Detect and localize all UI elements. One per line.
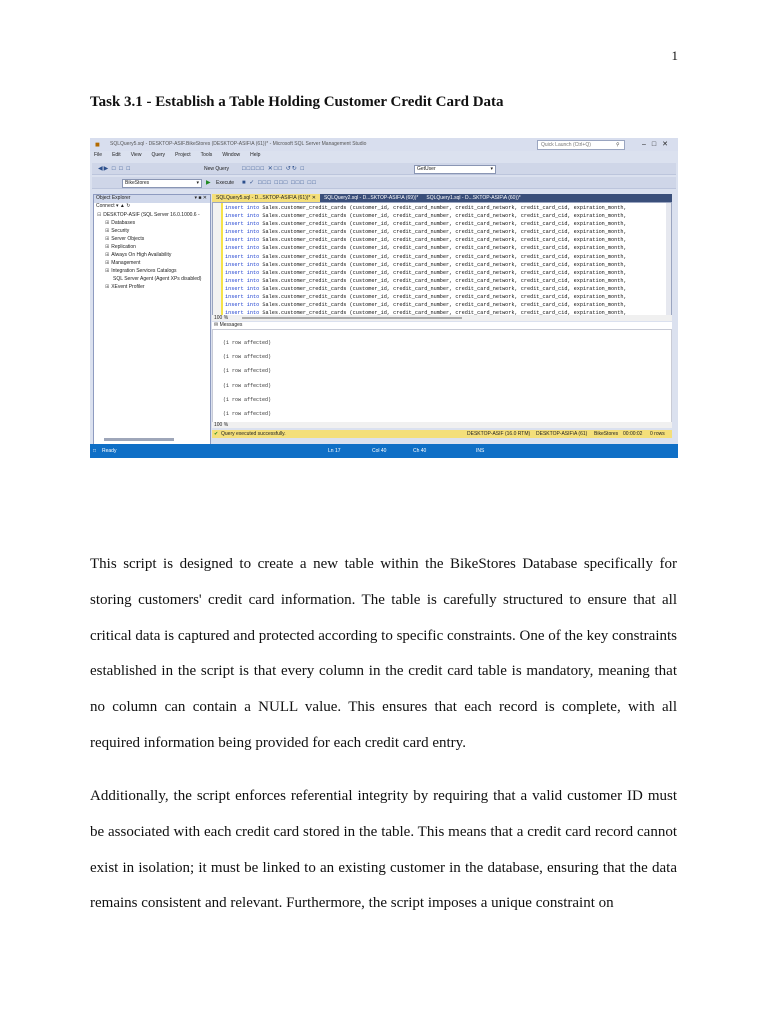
object-explorer bbox=[93, 194, 211, 446]
vertical-scrollbar bbox=[666, 203, 671, 315]
toolbar-icons-2: □□□□□ ✕□□ ↺↻ □ bbox=[242, 166, 306, 172]
tree-node bbox=[97, 259, 210, 267]
refresh-icon: ▾ ▲ ↻ bbox=[116, 203, 131, 209]
expand-icon: ⊞ bbox=[105, 268, 110, 274]
search-combo bbox=[414, 165, 496, 174]
message-line: (1 row affected) bbox=[223, 396, 272, 403]
document-tab: SQLQuery2.sql - D...SKTOP-ASIF\A (69))* bbox=[323, 195, 419, 201]
expand-icon: ⊟ bbox=[97, 212, 102, 218]
pin-icon: ▾ ■ ✕ bbox=[194, 195, 207, 201]
message-line: (1 row affected) bbox=[223, 410, 272, 417]
success-icon: ✔ bbox=[214, 431, 219, 437]
tree-node-label: SQL Server Agent (Agent XPs disabled) bbox=[113, 276, 202, 282]
status-user: DESKTOP-ASIF\A (61) bbox=[536, 431, 588, 437]
execute-button: Execute bbox=[216, 180, 235, 186]
status-insert-mode: INS bbox=[476, 448, 485, 454]
tree-node bbox=[97, 227, 210, 235]
toolbar-icons-3: ■ ✓ □□□ □□□ □□□ □□ bbox=[242, 180, 317, 186]
menu-bar bbox=[94, 152, 260, 161]
expand-icon: ⊞ bbox=[105, 228, 110, 234]
code-line: insert into Sales.customer_credit_cards (customer_id, credit_card_number, credit_card_network, credit_card_cid, expiration_month, bbox=[225, 229, 627, 236]
code-lines bbox=[225, 204, 627, 316]
toolbar-icons: ◀▶ □ □ □ bbox=[98, 166, 132, 172]
tree-node-label: Integration Services Catalogs bbox=[111, 268, 177, 274]
horizontal-scrollbar bbox=[242, 317, 462, 319]
tree-node bbox=[97, 267, 210, 275]
message-line: (1 row affected) bbox=[223, 354, 272, 361]
chevron-down-icon: ▾ bbox=[490, 166, 493, 172]
status-elapsed-time: 00:00:02 bbox=[623, 431, 643, 437]
menu-edit: Edit bbox=[112, 152, 121, 158]
section-heading: Task 3.1 - Establish a Table Holding Customer Credit Card Data bbox=[90, 94, 504, 110]
menu-file: File bbox=[94, 152, 103, 158]
quick-launch-input bbox=[537, 140, 625, 150]
tree-node-label: Always On High Availability bbox=[111, 252, 172, 258]
code-line: insert into Sales.customer_credit_cards (customer_id, credit_card_number, credit_card_network, credit_card_cid, expiration_month, bbox=[225, 245, 627, 252]
database-combo-value: BikeStores bbox=[125, 180, 150, 186]
query-editor bbox=[212, 202, 672, 316]
object-explorer-tree bbox=[94, 211, 210, 291]
tree-node-label: Databases bbox=[111, 220, 136, 226]
object-explorer-toolbar bbox=[94, 203, 210, 211]
tree-node bbox=[97, 235, 210, 243]
chevron-down-icon: ▾ bbox=[196, 180, 199, 186]
messages-pane bbox=[212, 329, 672, 424]
code-line: insert into Sales.customer_credit_cards (customer_id, credit_card_number, credit_card_network, credit_card_cid, expiration_month, bbox=[225, 269, 627, 276]
status-char: Ch 40 bbox=[413, 448, 427, 454]
object-explorer-title: Object Explorer ▾ ■ ✕ bbox=[94, 195, 210, 203]
tree-node-label: Management bbox=[111, 260, 141, 266]
window-titlebar bbox=[90, 138, 678, 151]
ssms-app-icon: ■ bbox=[95, 140, 100, 149]
expand-icon: ⊞ bbox=[105, 284, 110, 290]
database-combo bbox=[122, 179, 202, 188]
status-column: Col 40 bbox=[372, 448, 387, 454]
tree-node-label: DESKTOP-ASIF (SQL Server 16.0.1000.6 - bbox=[103, 212, 200, 218]
status-ready-icon: □ bbox=[93, 448, 97, 454]
status-row-count: 0 rows bbox=[650, 431, 665, 437]
window-title: SQLQuery5.sql - DESKTOP-ASIF.BikeStores (DESKTOP-ASIF\A (61))* - Microsoft SQL Server Management Studio bbox=[110, 141, 367, 147]
status-database: BikeStores bbox=[594, 431, 619, 437]
window-controls: –□✕ bbox=[642, 141, 674, 148]
document-tab: SQLQuery1.sql - D...SKTOP-ASIF\A (60))* bbox=[426, 195, 521, 201]
sql-editor-toolbar bbox=[92, 177, 676, 189]
query-status-bar bbox=[212, 430, 672, 438]
search-icon: ⚲ bbox=[616, 142, 620, 148]
menu-view: View bbox=[130, 152, 142, 158]
status-line: Ln 17 bbox=[328, 448, 341, 454]
query-status-message: Query executed successfully. bbox=[221, 431, 286, 437]
menu-tools: Tools bbox=[200, 152, 213, 158]
document-tabs bbox=[212, 194, 672, 202]
editor-zoom-level: 100 % bbox=[214, 315, 229, 321]
editor-zoom-bar bbox=[212, 315, 672, 321]
status-server: DESKTOP-ASIF (16.0 RTM) bbox=[467, 431, 531, 437]
expand-icon: ⊞ bbox=[105, 244, 110, 250]
message-line: (1 row affected) bbox=[223, 382, 272, 389]
expand-icon: ⊞ bbox=[105, 236, 110, 242]
tree-node bbox=[97, 219, 210, 227]
tree-node-label: Security bbox=[111, 228, 130, 234]
search-combo-value: GetUser bbox=[417, 166, 436, 172]
tree-node bbox=[97, 243, 210, 251]
menu-help: Help bbox=[250, 152, 261, 158]
code-line: insert into Sales.customer_credit_cards (customer_id, credit_card_number, credit_card_network, credit_card_cid, expiration_month, bbox=[225, 221, 627, 228]
expand-icon: ⊞ bbox=[105, 252, 110, 258]
code-line: insert into Sales.customer_credit_cards (customer_id, credit_card_number, credit_card_network, credit_card_cid, expiration_month, bbox=[225, 205, 627, 211]
messages-tab: ✉ Messages bbox=[212, 322, 672, 329]
tree-node bbox=[97, 251, 210, 259]
message-line: (1 row affected) bbox=[223, 340, 272, 346]
connect-button: Connect bbox=[96, 203, 115, 209]
horizontal-scrollbar bbox=[104, 438, 174, 441]
tree-node-label: XEvent Profiler bbox=[111, 284, 145, 290]
body-paragraph-2: Additionally, the script enforces referential integrity by requiring that a valid customer ID must be associated with each credit card stored in the table. This means that a credit card record cannot exist in isolation; it must be linked to an existing customer in the database, ensuring that the data remains consistent and relevant. Furthermore, the script imposes a unique constraint on bbox=[90, 788, 677, 912]
app-statusbar bbox=[90, 444, 678, 458]
ssms-screenshot bbox=[90, 138, 678, 458]
tree-node bbox=[97, 283, 210, 291]
editor-gutter bbox=[213, 203, 223, 315]
code-line: insert into Sales.customer_credit_cards (customer_id, credit_card_number, credit_card_network, credit_card_cid, expiration_month, bbox=[225, 237, 627, 244]
code-line: insert into Sales.customer_credit_cards (customer_id, credit_card_number, credit_card_network, credit_card_cid, expiration_month, bbox=[225, 285, 627, 292]
code-line: insert into Sales.customer_credit_cards (customer_id, credit_card_number, credit_card_network, credit_card_cid, expiration_month, bbox=[225, 310, 627, 316]
code-line: insert into Sales.customer_credit_cards (customer_id, credit_card_number, credit_card_network, credit_card_cid, expiration_month, bbox=[225, 277, 627, 284]
body-paragraph-1: This script is designed to create a new table within the BikeStores Database specifically for storing customers' credit card information. The table is carefully structured to ensure that all critical data is captured and protected according to specific constraints. One of the key constraints established in the script is that every column in the credit card table is mandatory, meaning that no column can contain a NULL value. This ensures that each record is complete, with all required information being provided for each credit card entry. bbox=[90, 556, 677, 751]
status-ready: Ready bbox=[102, 448, 117, 454]
execute-icon: ▶ bbox=[206, 180, 212, 186]
tree-node bbox=[97, 275, 210, 283]
expand-icon: ⊞ bbox=[105, 260, 110, 266]
tree-node bbox=[97, 211, 210, 219]
tree-node-label: Replication bbox=[111, 244, 136, 250]
code-line: insert into Sales.customer_credit_cards (customer_id, credit_card_number, credit_card_network, credit_card_cid, expiration_month, bbox=[225, 302, 627, 309]
expand-icon: ⊞ bbox=[105, 220, 110, 226]
message-line: (1 row affected) bbox=[223, 368, 272, 375]
results-zoom-bar bbox=[212, 422, 672, 428]
messages-icon: ✉ bbox=[214, 322, 220, 328]
results-zoom-level: 100 % bbox=[214, 422, 229, 428]
menu-query: Query bbox=[151, 152, 166, 158]
page-number: 1 bbox=[671, 48, 678, 63]
code-line: insert into Sales.customer_credit_cards (customer_id, credit_card_number, credit_card_network, credit_card_cid, expiration_month, bbox=[225, 213, 627, 220]
document-tab: SQLQuery5.sql - D...SKTOP-ASIF\A (61))* ✕ bbox=[212, 194, 320, 202]
quick-launch-placeholder: Quick Launch (Ctrl+Q) bbox=[541, 142, 591, 148]
menu-window: Window bbox=[222, 152, 241, 158]
code-line: insert into Sales.customer_credit_cards (customer_id, credit_card_number, credit_card_network, credit_card_cid, expiration_month, bbox=[225, 294, 627, 301]
standard-toolbar bbox=[92, 163, 676, 175]
code-line: insert into Sales.customer_credit_cards (customer_id, credit_card_number, credit_card_network, credit_card_cid, expiration_month, bbox=[225, 261, 627, 268]
menu-project: Project bbox=[175, 152, 191, 158]
new-query-button: New Query bbox=[204, 166, 230, 172]
code-line: insert into Sales.customer_credit_cards (customer_id, credit_card_number, credit_card_network, credit_card_cid, expiration_month, bbox=[225, 253, 627, 260]
tree-node-label: Server Objects bbox=[111, 236, 145, 242]
